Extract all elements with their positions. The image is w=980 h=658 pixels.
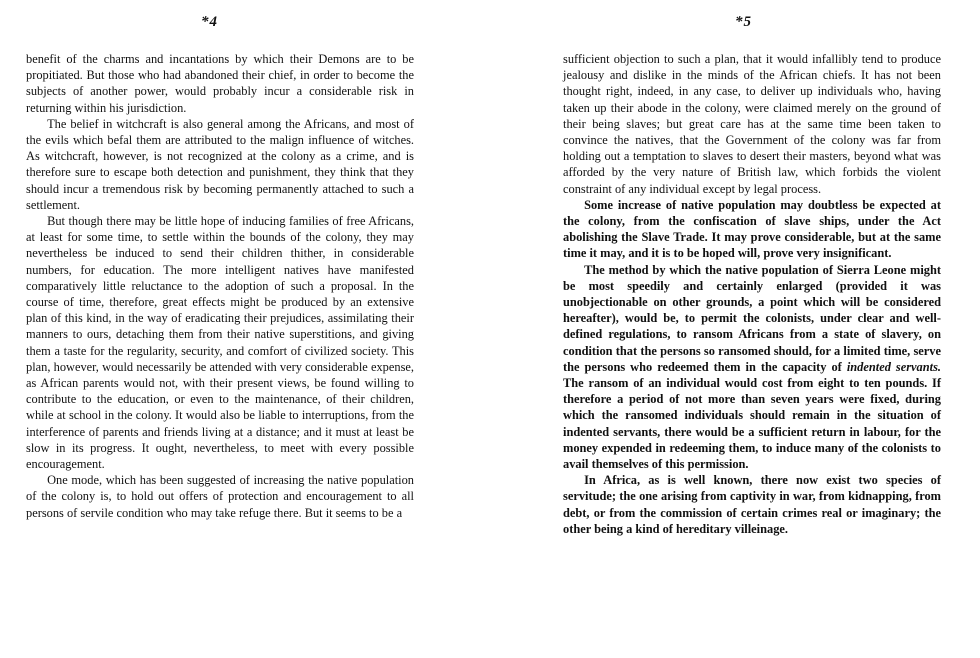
right-paragraph-2: Some increase of native population may doubtless be expected at the colony, from the confiscation of slave ships, under the Act abolishing the Slave Trade. It may prove considerable, but at the same time it may, and it is to be hoped will, prove very insignificant. [563, 197, 941, 261]
left-page-number: *4 [201, 14, 218, 30]
left-paragraph-1: benefit of the charms and incantations by which their Demons are to be propitiated. But those who had abandoned their chief, in order to become the subjects of another power, would probably incur a considerable risk in returning within his jurisdiction. [26, 52, 414, 115]
right-page-body [563, 51, 941, 537]
right-paragraph-3 [563, 262, 941, 473]
right-paragraph-3-text: The method by which the native population of Sierra Leone might be most speedily and certainly enlarged (provided it was unobjectionable on other grounds, a point which will be considered hereafter), would be, to permit the colonists, under clear and well-defined regulations, to ransom Africans from a state of slavery, on condition that the persons so ransomed should, for a limited time, serve the persons who redeemed them in the capacity of [563, 262, 941, 374]
right-paragraph-4: In Africa, as is well known, there now exist two species of servitude; the one arising from captivity in war, from kidnapping, from debt, or from the commission of certain crimes real or imaginary; the other being a kind of hereditary villeinage. [563, 473, 941, 536]
right-page-number: *5 [735, 14, 752, 30]
left-paragraph-3: But though there may be little hope of inducing families of free Africans, at least for some time, to settle within the bounds of the colony, they may nevertheless be induced to send their children thither, in considerable numbers, for education. The more intelligent natives have manifested comparatively little reluctance to the adoption of such a proposal. In the course of time, therefore, great effects might be produced by an extensive plan of this kind, in the way of eradicating their prejudices, assimilating their manners to ours, detaching them from their native superstitions, and giving them a taste for the regularity, security, and comfort of civilized society. This plan, however, would necessarily be attended with very considerable expense, as African parents would not, with their present views, be found willing to contribute to the education, or even to the maintenance, of their children, while at school in the colony. It would also be liable to interruptions, from the interference of parents and friends living at a distance; and it must at least be slow in its progress. It ought, nevertheless, to meet with every possible encouragement. [26, 214, 414, 472]
left-paragraph-4: One mode, which has been suggested of increasing the native population of the colony is, to hold out offers of protection and encouragement to all persons of servile condition who may take refuge there. But it seems to be a [26, 473, 414, 520]
right-paragraph-1: sufficient objection to such a plan, that it would infallibly tend to produce jealousy and dislike in the minds of the African chiefs. It has not been thought right, indeed, in any case, to deliver up individuals who, having taken up their abode in the colony, were claimed merely on the ground of their being slaves; but great care has at the same time been taken to convince the natives, that the Government of the colony was far from holding out a temptation to slaves to desert their masters, beyond what was afforded by the very nature of British law, which forbids the violent constraint of any individual except by legal process. [563, 52, 941, 196]
left-page-body [26, 51, 414, 521]
right-page [490, 0, 980, 658]
left-paragraph-2: The belief in witchcraft is also general among the Africans, and most of the evils which befal them are attributed to the malign influence of witches. As witchcraft, however, is not recognized at the colony as a crime, and is therefore sure to escape both detection and punishment, they think that they should incur a tremendous risk by becoming permanently attached to such a settlement. [26, 116, 414, 212]
right-paragraph-3-continued: The ransom of an individual would cost from eight to ten pounds. If therefore a period of not more than seven years were fixed, during which the ransomed individuals should remain in the situation of indented servants, there would be a sufficient return in labour, for the money expended in redeeming them, to induce many of the colonists to avail themselves of this permission. [563, 376, 941, 472]
indented-servants-emphasis: indented servants. [846, 359, 942, 374]
